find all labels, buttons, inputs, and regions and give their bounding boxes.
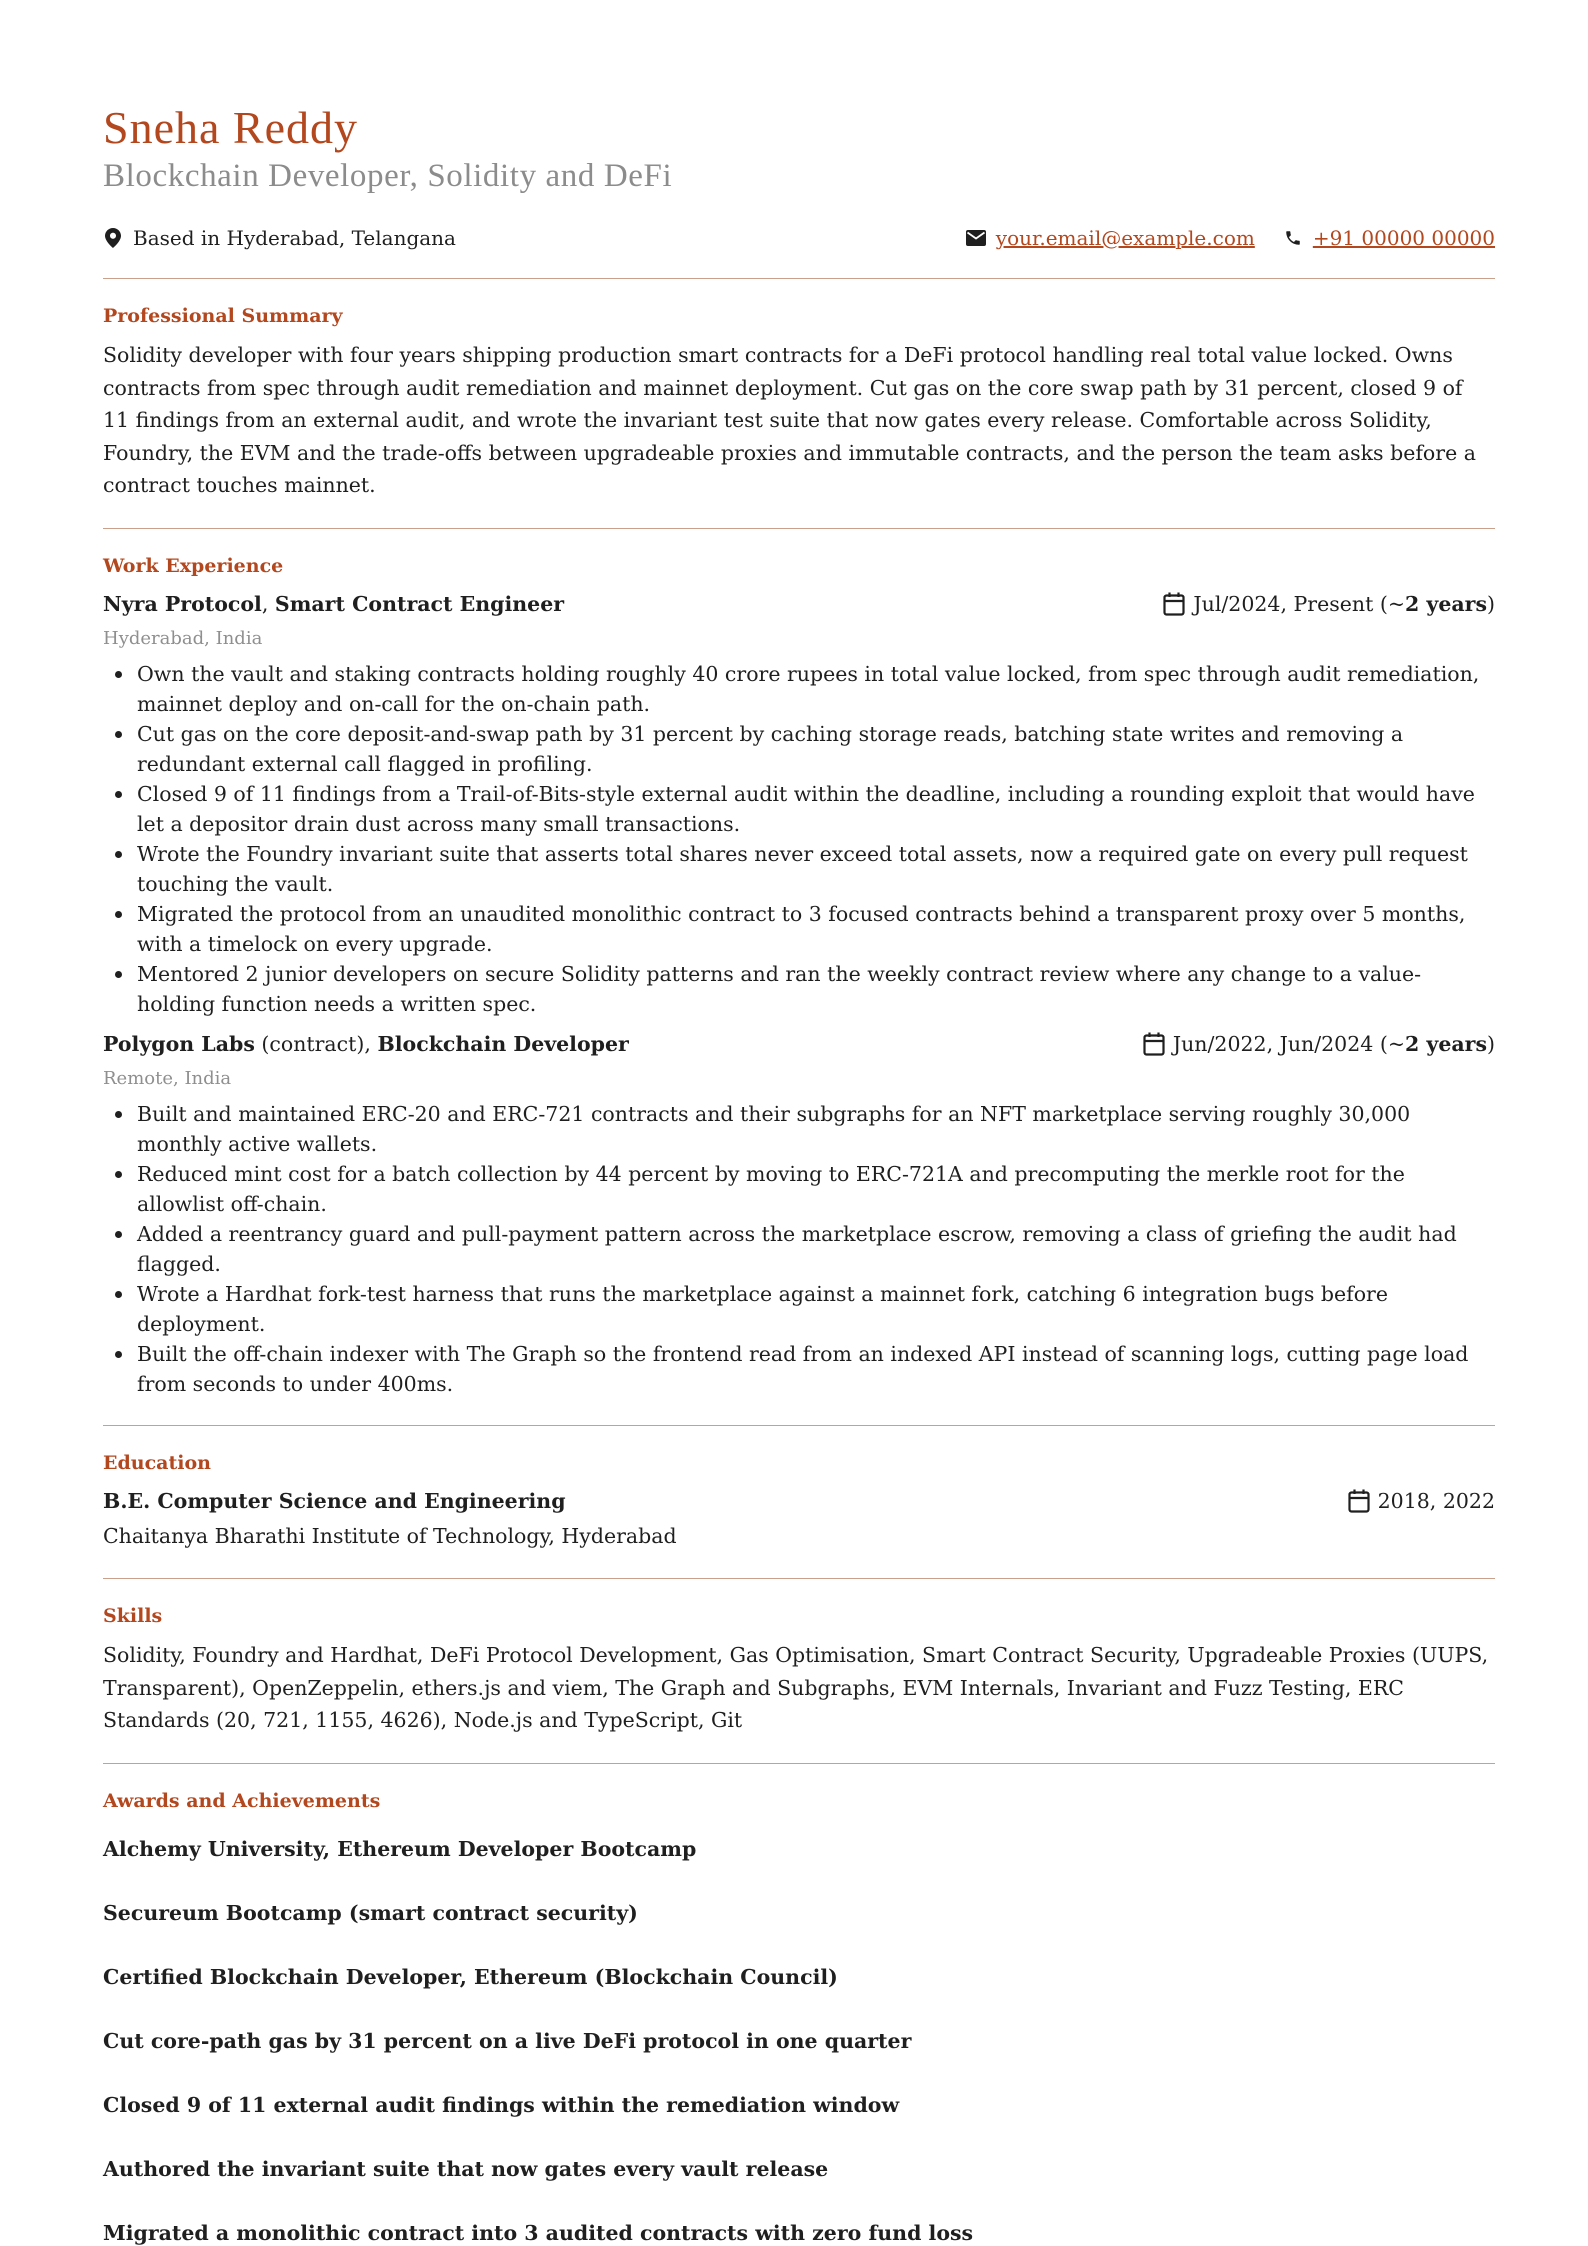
job-dates: Jun/2022, Jun/2024 (~ 2 years ) bbox=[1143, 1029, 1495, 1059]
job-entry bbox=[103, 1029, 1495, 1399]
list-item: Migrated the protocol from an unaudited monolithic contract to 3 focused contracts behind a transparent proxy over 5 months, with a timelock on every upgrade. bbox=[103, 899, 1495, 959]
list-item: Built and maintained ERC-20 and ERC-721 contracts and their subgraphs for an NFT marketplace serving roughly 30,000 monthly active wallets. bbox=[103, 1099, 1495, 1159]
location-text: Based in Hyderabad, Telangana bbox=[133, 226, 456, 250]
education-school: Chaitanya Bharathi Institute of Technology, Hyderabad bbox=[103, 1523, 677, 1548]
education-degree: B.E. Computer Science and Engineering bbox=[103, 1488, 566, 1513]
award-item: Certified Blockchain Developer, Ethereum (Blockchain Council) bbox=[103, 1964, 838, 1989]
education-header bbox=[103, 1486, 1495, 1516]
phone-icon bbox=[1283, 228, 1303, 248]
job-company-suffix: (contract) bbox=[254, 1031, 365, 1056]
candidate-headline: Blockchain Developer, Solidity and DeFi bbox=[103, 158, 673, 194]
candidate-name: Sneha Reddy bbox=[103, 102, 359, 153]
skills-heading: Skills bbox=[103, 1605, 163, 1627]
job-duration: 2 years bbox=[1405, 591, 1487, 616]
education-dates bbox=[1348, 1486, 1495, 1516]
list-item: Wrote a Hardhat fork-test harness that runs the marketplace against a mainnet fork, catching 6 integration bugs before deployment. bbox=[103, 1279, 1495, 1339]
divider bbox=[103, 528, 1495, 529]
summary-text: Solidity developer with four years shipping production smart contracts for a DeFi protocol handling real total value locked. Owns contracts from spec through audit remediation and mainnet deployment. Cut gas on the core swap path by 31 percent, closed 9 of 11 findings from an external audit, and wrote the invariant test suite that now gates every release. Comfortable across Solidity, Foundry, the EVM and the trade-offs between upgradeable proxies and immutable contracts, and the person the team asks before a contract touches mainnet. bbox=[103, 343, 1476, 497]
envelope-icon bbox=[966, 228, 986, 248]
phone-link[interactable]: +91 00000 00000 bbox=[1312, 226, 1495, 250]
calendar-icon bbox=[1163, 592, 1185, 616]
job-bullets bbox=[103, 1099, 1495, 1399]
education-date-range: 2018, 2022 bbox=[1377, 1488, 1495, 1513]
divider bbox=[103, 1763, 1495, 1764]
job-entry bbox=[103, 589, 1495, 1019]
contact-links bbox=[966, 224, 1495, 252]
list-item: Cut gas on the core deposit-and-swap path by 31 percent by caching storage reads, batching state writes and removing a redundant external call flagged in profiling. bbox=[103, 719, 1495, 779]
experience-heading: Work Experience bbox=[103, 554, 284, 577]
job-location: Remote, India bbox=[103, 1067, 232, 1089]
education-heading: Education bbox=[103, 1451, 211, 1474]
job-header: Nyra Protocol, Smart Contract Engineer Jul/2024, Present (~ 2 years ) bbox=[103, 589, 1495, 619]
divider bbox=[103, 278, 1495, 279]
award-item: Alchemy University, Ethereum Developer Bootcamp bbox=[103, 1836, 697, 1861]
skills-text: Solidity, Foundry and Hardhat, DeFi Protocol Development, Gas Optimisation, Smart Contract Security, Upgradeable Proxies (UUPS, Transparent), OpenZeppelin, ethers.js and viem, The Graph and Subgraphs, EVM Internals, Invariant and Fuzz Testing, ERC Standards (20, 721, 1155, 4626), Node.js and TypeScript, Git bbox=[103, 1643, 1489, 1732]
calendar-icon bbox=[1143, 1032, 1165, 1056]
award-item: Authored the invariant suite that now gates every vault release bbox=[103, 2156, 829, 2181]
list-item: Wrote the Foundry invariant suite that asserts total shares never exceed total assets, now a required gate on every pull request touching the vault. bbox=[103, 839, 1495, 899]
location-pin-icon bbox=[103, 228, 123, 248]
divider bbox=[103, 1578, 1495, 1579]
list-item: Added a reentrancy guard and pull-payment pattern across the marketplace escrow, removing a class of griefing the audit had flagged. bbox=[103, 1219, 1495, 1279]
job-dates: Jul/2024, Present (~ 2 years ) bbox=[1163, 589, 1495, 619]
award-item: Cut core-path gas by 31 percent on a live DeFi protocol in one quarter bbox=[103, 2028, 912, 2053]
job-bullets bbox=[103, 659, 1495, 1019]
list-item: Closed 9 of 11 findings from a Trail-of-Bits-style external audit within the deadline, including a rounding exploit that would have let a depositor drain dust across many small transactions. bbox=[103, 779, 1495, 839]
list-item: Built the off-chain indexer with The Graph so the frontend read from an indexed API instead of scanning logs, cutting page load from seconds to under 400ms. bbox=[103, 1339, 1495, 1399]
contact-row bbox=[103, 224, 1495, 252]
location-info bbox=[103, 224, 456, 252]
job-header: Polygon Labs (contract), Blockchain Developer Jun/2022, Jun/2024 (~ 2 years ) bbox=[103, 1029, 1495, 1059]
awards-heading: Awards and Achievements bbox=[103, 1789, 381, 1812]
summary-heading: Professional Summary bbox=[103, 305, 343, 327]
calendar-icon bbox=[1348, 1489, 1370, 1513]
list-item: Reduced mint cost for a batch collection by 44 percent by moving to ERC-721A and precomputing the merkle root for the allowlist off-chain. bbox=[103, 1159, 1495, 1219]
job-company: Nyra Protocol bbox=[103, 591, 262, 616]
award-item: Migrated a monolithic contract into 3 audited contracts with zero fund loss bbox=[103, 2220, 974, 2245]
job-location: Hyderabad, India bbox=[103, 627, 263, 649]
list-item: Mentored 2 junior developers on secure Solidity patterns and ran the weekly contract review where any change to a value-holding function needs a written spec. bbox=[103, 959, 1495, 1019]
award-item: Secureum Bootcamp (smart contract security) bbox=[103, 1900, 638, 1925]
job-date-range: Jul/2024, Present (~ bbox=[1193, 591, 1406, 616]
email-link[interactable]: your.email@example.com bbox=[995, 226, 1255, 250]
award-item: Closed 9 of 11 external audit findings within the remediation window bbox=[103, 2092, 900, 2117]
job-company: Polygon Labs bbox=[103, 1031, 255, 1056]
job-role: Blockchain Developer bbox=[377, 1031, 629, 1056]
job-duration: 2 years bbox=[1405, 1031, 1487, 1056]
resume-page bbox=[103, 102, 1495, 2246]
divider bbox=[103, 1425, 1495, 1426]
list-item: Own the vault and staking contracts holding roughly 40 crore rupees in total value locked, from spec through audit remediation, mainnet deploy and on-call for the on-chain path. bbox=[103, 659, 1495, 719]
job-date-range: Jun/2022, Jun/2024 (~ bbox=[1172, 1031, 1406, 1056]
job-role: Smart Contract Engineer bbox=[274, 591, 565, 616]
